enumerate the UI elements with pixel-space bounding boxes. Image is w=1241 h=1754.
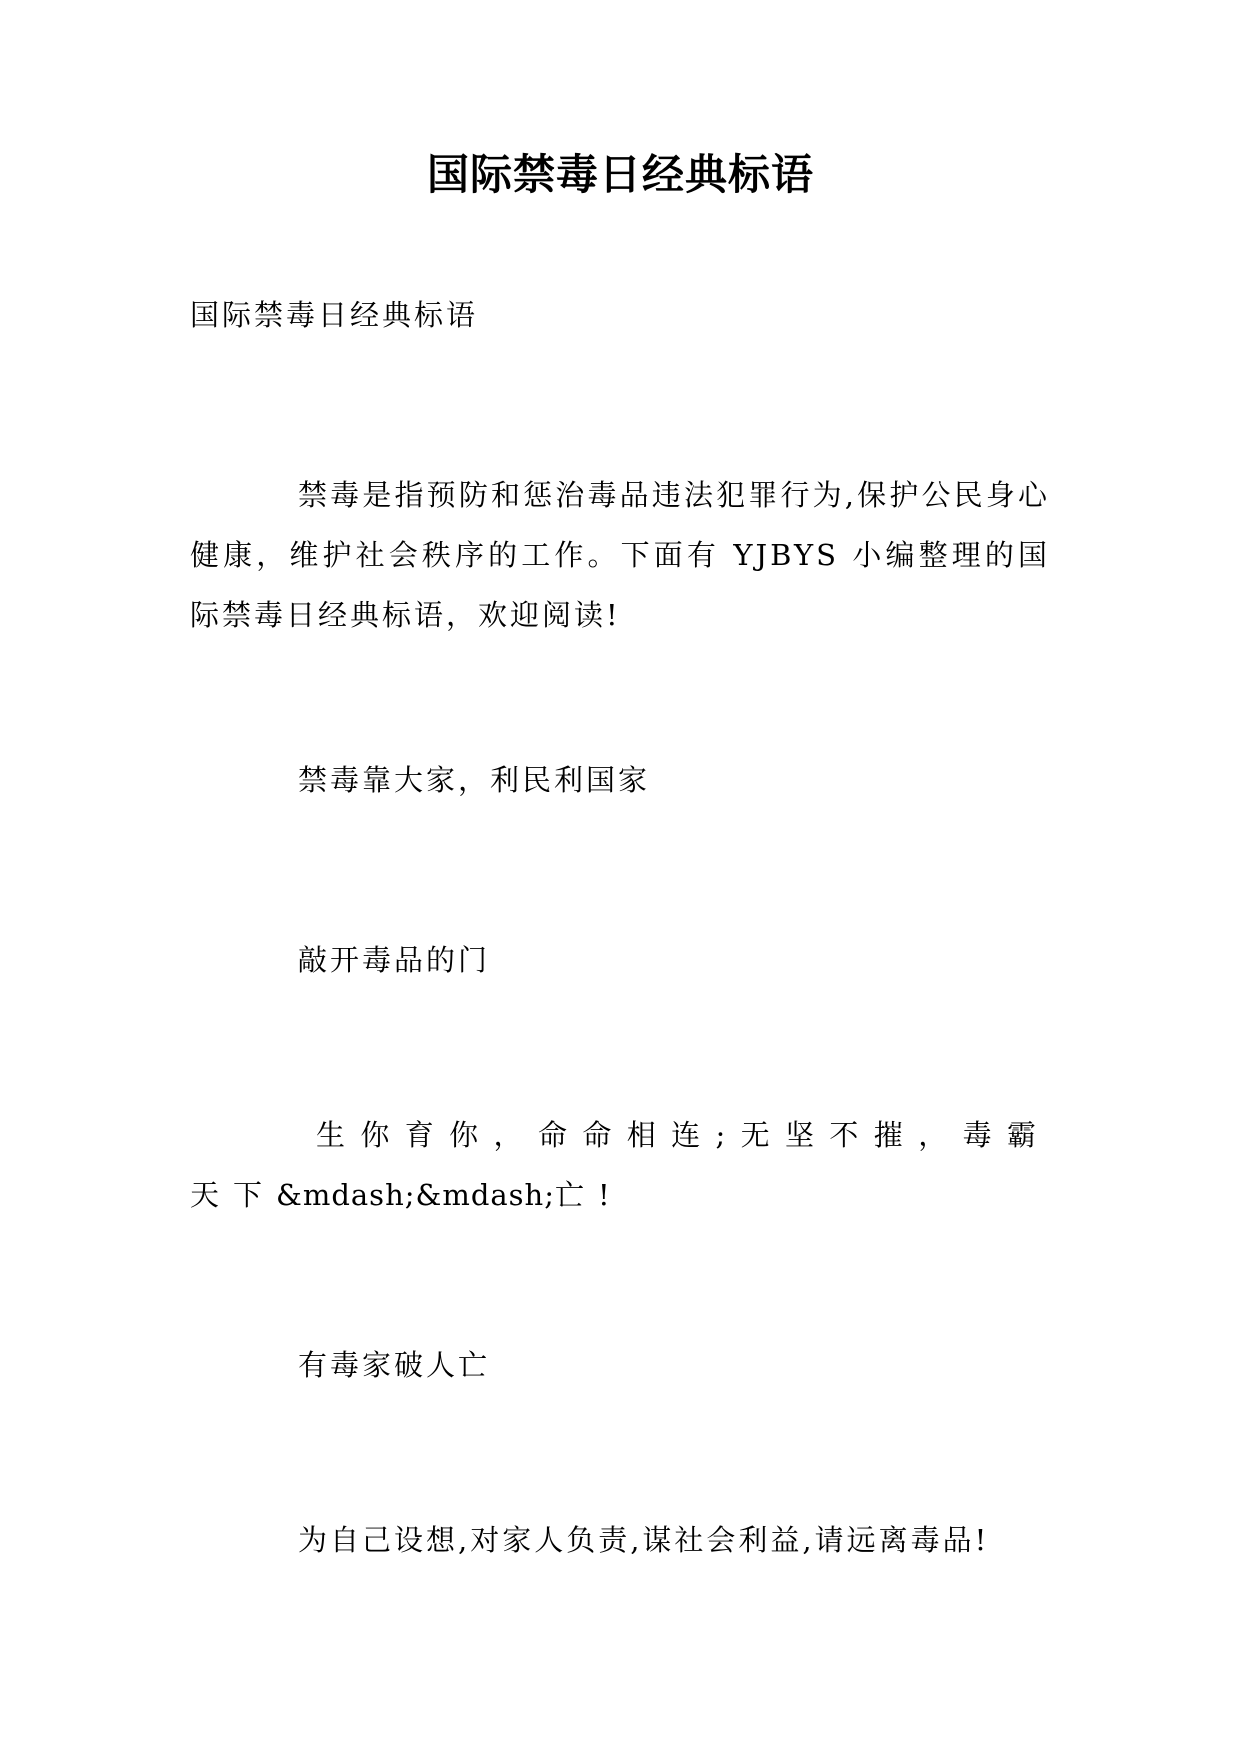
slogan-3-main: 生你育你，命命相连;无坚不摧，毒霸天下 <box>190 1118 1050 1212</box>
intro-paragraph: 禁毒是指预防和惩治毒品违法犯罪行为,保护公民身心健康，维护社会秩序的工作。下面有 YJBYS 小编整理的国际禁毒日经典标语，欢迎阅读! <box>190 478 1050 632</box>
document-title: 国际禁毒日经典标语 <box>426 150 814 199</box>
slogan-5: 为自己设想,对家人负责,谋社会利益,请远离毒品! <box>298 1523 990 1557</box>
slogan-4: 有毒家破人亡 <box>298 1348 491 1382</box>
slogan-1: 禁毒靠大家，利民利国家 <box>298 763 651 797</box>
document-subtitle: 国际禁毒日经典标语 <box>190 298 479 332</box>
slogan-3-end: 亡! <box>555 1178 624 1212</box>
slogan-3 <box>190 1105 1050 1225</box>
slogan-2: 敲开毒品的门 <box>298 943 491 977</box>
slogan-3-entity: &mdash;&mdash; <box>276 1178 556 1212</box>
